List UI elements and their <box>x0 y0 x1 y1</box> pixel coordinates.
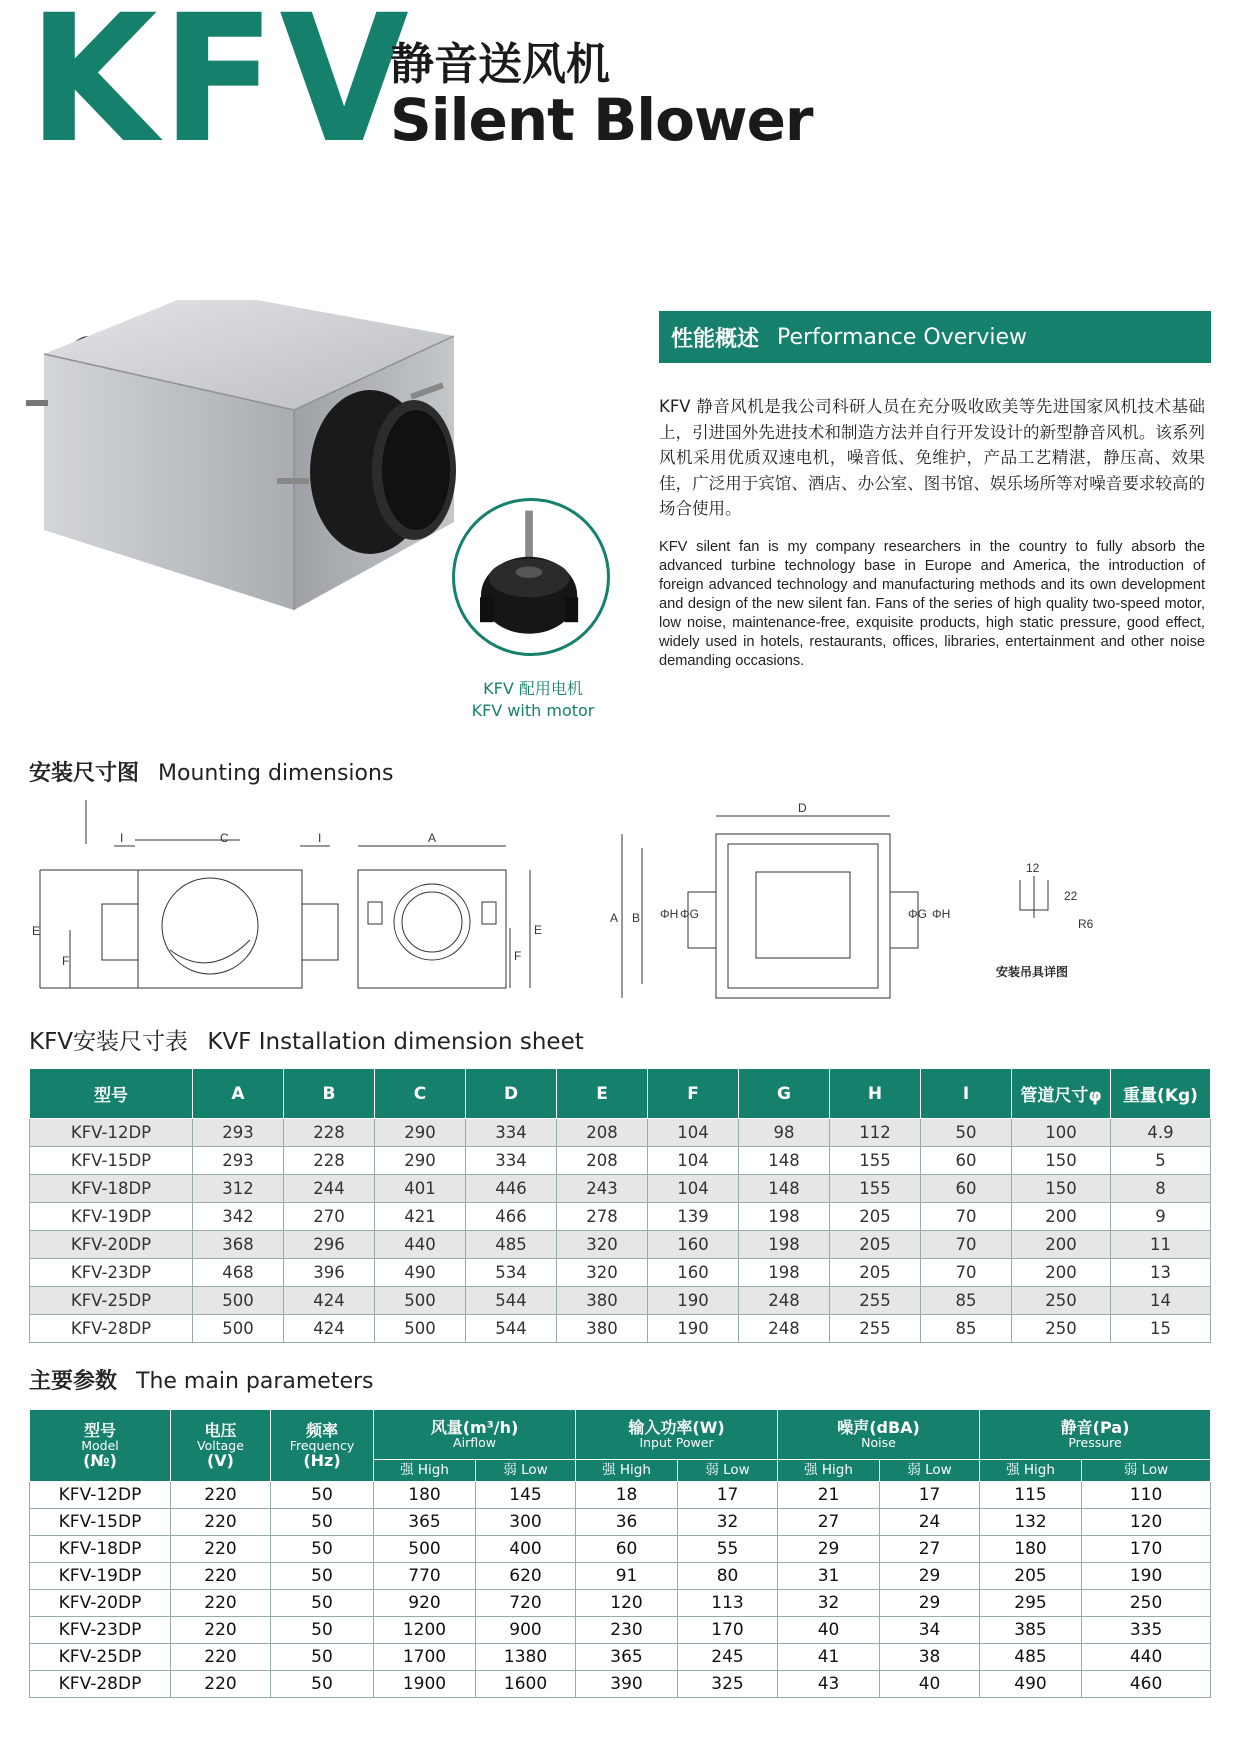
table-row <box>30 1617 1211 1644</box>
table-cell: 148 <box>739 1175 830 1203</box>
table-cell: 198 <box>739 1259 830 1287</box>
dim-label-g-1: ΦG <box>680 907 699 921</box>
dim-label-e-1: E <box>32 924 41 938</box>
column-header: 重量(Kg) <box>1111 1069 1211 1119</box>
table-cell: 160 <box>648 1231 739 1259</box>
table-cell: 80 <box>678 1563 778 1590</box>
table-cell: 198 <box>739 1203 830 1231</box>
dim-label-f-1: F <box>62 954 70 968</box>
group-header-en: Input Power <box>639 1434 714 1450</box>
motor-image <box>455 501 607 653</box>
table-cell: 335 <box>1082 1617 1211 1644</box>
table-cell: 17 <box>880 1482 980 1509</box>
table-cell: 112 <box>830 1119 921 1147</box>
dimension-table-header <box>30 1069 1211 1119</box>
table-cell: KFV-23DP <box>30 1617 171 1644</box>
table-cell: 250 <box>1082 1590 1211 1617</box>
table-cell: KFV-19DP <box>30 1203 193 1231</box>
table-cell: 255 <box>830 1287 921 1315</box>
table-cell: 290 <box>375 1119 466 1147</box>
dim-label-c: C <box>220 831 229 845</box>
group-header-en: Model <box>81 1438 119 1453</box>
front-view-drawing <box>358 846 530 988</box>
table-row <box>30 1482 1211 1509</box>
table-cell: 255 <box>830 1315 921 1343</box>
table-cell: 50 <box>271 1617 374 1644</box>
performance-title-en: Performance Overview <box>777 324 1027 350</box>
table-cell: 245 <box>678 1644 778 1671</box>
table-cell: 320 <box>557 1259 648 1287</box>
table-cell: 180 <box>980 1536 1082 1563</box>
sub-header-high: 强 High <box>778 1460 880 1482</box>
group-header-unit: (Hz) <box>303 1451 341 1470</box>
table-cell: 500 <box>375 1287 466 1315</box>
table-cell: 60 <box>921 1175 1012 1203</box>
table-cell: 50 <box>271 1671 374 1698</box>
table-cell: 104 <box>648 1147 739 1175</box>
table-cell: 244 <box>284 1175 375 1203</box>
group-header-cn: 频率 <box>305 1421 338 1440</box>
table-cell: 17 <box>678 1482 778 1509</box>
group-header <box>576 1410 778 1460</box>
table-row <box>30 1315 1211 1343</box>
table-row <box>30 1119 1211 1147</box>
table-cell: 385 <box>980 1617 1082 1644</box>
table-cell: 15 <box>1111 1315 1211 1343</box>
table-cell: 208 <box>557 1119 648 1147</box>
table-cell: 27 <box>880 1536 980 1563</box>
table-cell: 400 <box>476 1536 576 1563</box>
table-cell: 50 <box>271 1482 374 1509</box>
table-cell: 220 <box>171 1482 271 1509</box>
group-header-cn: 风量(m³/h) <box>430 1417 519 1437</box>
table-cell: 18 <box>576 1482 678 1509</box>
group-header <box>980 1410 1211 1460</box>
table-cell: KFV-15DP <box>30 1147 193 1175</box>
group-header <box>778 1410 980 1460</box>
table-cell: 365 <box>576 1644 678 1671</box>
table-cell: KFV-28DP <box>30 1315 193 1343</box>
column-header: I <box>921 1069 1012 1119</box>
product-title-en: Silent Blower <box>390 86 813 154</box>
table-cell: 228 <box>284 1119 375 1147</box>
table-cell: 248 <box>739 1315 830 1343</box>
table-cell: 70 <box>921 1203 1012 1231</box>
table-cell: 50 <box>271 1563 374 1590</box>
table-cell: 104 <box>648 1175 739 1203</box>
dim-label-h-1: ΦH <box>660 907 679 921</box>
sub-header-high: 强 High <box>980 1460 1082 1482</box>
table-row <box>30 1671 1211 1698</box>
table-cell: 208 <box>557 1147 648 1175</box>
sub-header-low: 弱 Low <box>476 1460 576 1482</box>
group-header-en: Noise <box>861 1434 896 1450</box>
parameters-table <box>29 1409 1211 1698</box>
table-cell: 41 <box>778 1644 880 1671</box>
product-image <box>22 300 492 620</box>
table-cell: 150 <box>1012 1147 1111 1175</box>
table-cell: 230 <box>576 1617 678 1644</box>
column-header: B <box>284 1069 375 1119</box>
group-header-cn: 噪声(dBA) <box>837 1417 920 1437</box>
table-cell: 21 <box>778 1482 880 1509</box>
mounting-title-en: Mounting dimensions <box>158 761 394 786</box>
parameters-table-body <box>30 1482 1211 1698</box>
group-header <box>374 1410 576 1460</box>
parameters-table-header <box>30 1410 1211 1482</box>
table-row <box>30 1590 1211 1617</box>
table-cell: 250 <box>1012 1315 1111 1343</box>
table-row <box>30 1231 1211 1259</box>
table-cell: KFV-19DP <box>30 1563 171 1590</box>
table-cell: 200 <box>1012 1259 1111 1287</box>
table-cell: 115 <box>980 1482 1082 1509</box>
table-cell: 421 <box>375 1203 466 1231</box>
dim-label-a-2: A <box>610 911 619 925</box>
group-header-en: Pressure <box>1068 1434 1122 1450</box>
dimension-table-body <box>30 1119 1211 1343</box>
table-cell: KFV-25DP <box>30 1287 193 1315</box>
dim-label-b: B <box>632 911 641 925</box>
table-cell: 5 <box>1111 1147 1211 1175</box>
table-cell: 43 <box>778 1671 880 1698</box>
table-cell: 544 <box>466 1287 557 1315</box>
table-cell: 534 <box>466 1259 557 1287</box>
table-row <box>30 1287 1211 1315</box>
mounting-drawings <box>30 800 1210 1015</box>
table-cell: 500 <box>193 1287 284 1315</box>
table-cell: 220 <box>171 1644 271 1671</box>
table-cell: 440 <box>1082 1644 1211 1671</box>
table-cell: 60 <box>576 1536 678 1563</box>
params-title <box>29 1364 374 1395</box>
motor-caption <box>448 678 618 722</box>
group-header-cn: 输入功率(W) <box>628 1417 725 1437</box>
table-cell: 190 <box>648 1287 739 1315</box>
table-cell: 205 <box>830 1231 921 1259</box>
table-cell: 100 <box>1012 1119 1111 1147</box>
table-cell: 155 <box>830 1147 921 1175</box>
table-cell: 32 <box>678 1509 778 1536</box>
table-cell: 220 <box>171 1563 271 1590</box>
group-header-unit: (V) <box>206 1451 234 1470</box>
dim-label-g-2: ΦG <box>908 907 927 921</box>
table-cell: KFV-23DP <box>30 1259 193 1287</box>
sub-header-low: 弱 Low <box>1082 1460 1211 1482</box>
table-cell: 500 <box>374 1536 476 1563</box>
table-cell: 293 <box>193 1119 284 1147</box>
table-cell: 468 <box>193 1259 284 1287</box>
table-cell: KFV-20DP <box>30 1231 193 1259</box>
table-cell: 424 <box>284 1315 375 1343</box>
table-cell: 91 <box>576 1563 678 1590</box>
table-cell: 466 <box>466 1203 557 1231</box>
table-cell: 320 <box>557 1231 648 1259</box>
sub-header-high: 强 High <box>576 1460 678 1482</box>
table-cell: 104 <box>648 1119 739 1147</box>
table-cell: 342 <box>193 1203 284 1231</box>
params-title-cn: 主要参数 <box>29 1369 118 1394</box>
table-cell: 325 <box>678 1671 778 1698</box>
table-cell: 29 <box>778 1536 880 1563</box>
params-title-en: The main parameters <box>136 1369 374 1394</box>
table-cell: 85 <box>921 1315 1012 1343</box>
table-cell: 390 <box>576 1671 678 1698</box>
table-cell: 1380 <box>476 1644 576 1671</box>
table-cell: 145 <box>476 1482 576 1509</box>
group-header-unit: (№) <box>83 1451 117 1470</box>
dim-label-e-2: E <box>534 923 543 937</box>
table-cell: 440 <box>375 1231 466 1259</box>
group-header-cn: 型号 <box>83 1421 116 1440</box>
table-cell: 365 <box>374 1509 476 1536</box>
table-cell: 55 <box>678 1536 778 1563</box>
group-header-cn: 电压 <box>204 1421 237 1440</box>
table-cell: 139 <box>648 1203 739 1231</box>
mounting-title-cn: 安装尺寸图 <box>29 761 140 786</box>
group-header <box>30 1410 171 1482</box>
table-cell: 150 <box>1012 1175 1111 1203</box>
table-cell: 200 <box>1012 1231 1111 1259</box>
motor-inset <box>452 498 610 656</box>
table-cell: 50 <box>921 1119 1012 1147</box>
table-cell: 155 <box>830 1175 921 1203</box>
table-cell: KFV-28DP <box>30 1671 171 1698</box>
table-cell: 380 <box>557 1315 648 1343</box>
table-cell: 500 <box>193 1315 284 1343</box>
performance-text-en: KFV silent fan is my company researchers in the country to fully absorb the advanced turbine technology base in Europe and America, the introduction of foreign advanced technology and manufacturing methods and its own development and design of the new silent fan. Fans of the series of high quality two-speed motor, low noise, maintenance-free, exquisite products, high static pressure, good effect, widely used in hotels, restaurants, offices, libraries, entertainment and other noise demanding occasions. <box>659 539 1205 669</box>
table-cell: 132 <box>980 1509 1082 1536</box>
table-cell: 300 <box>476 1509 576 1536</box>
table-cell: 9 <box>1111 1203 1211 1231</box>
table-cell: 401 <box>375 1175 466 1203</box>
table-cell: 29 <box>880 1590 980 1617</box>
product-title-cn: 静音送风机 <box>390 39 610 90</box>
table-cell: 4.9 <box>1111 1119 1211 1147</box>
table-cell: 198 <box>739 1231 830 1259</box>
column-header: G <box>739 1069 830 1119</box>
group-header <box>271 1410 374 1482</box>
column-header: E <box>557 1069 648 1119</box>
dim-label-h-2: ΦH <box>932 907 951 921</box>
dim-label-i-1: I <box>120 831 124 845</box>
table-cell: 200 <box>1012 1203 1111 1231</box>
table-cell: 85 <box>921 1287 1012 1315</box>
dim-label-a-1: A <box>428 831 437 845</box>
dim-label-d: D <box>798 801 807 815</box>
table-cell: 220 <box>171 1590 271 1617</box>
column-header: A <box>193 1069 284 1119</box>
table-cell: 396 <box>284 1259 375 1287</box>
table-cell: 490 <box>375 1259 466 1287</box>
table-cell: 50 <box>271 1536 374 1563</box>
group-header-en: Airflow <box>453 1434 496 1450</box>
table-cell: 368 <box>193 1231 284 1259</box>
table-cell: 446 <box>466 1175 557 1203</box>
performance-header <box>659 311 1211 363</box>
table-cell: 13 <box>1111 1259 1211 1287</box>
table-cell: 190 <box>648 1315 739 1343</box>
table-cell: 380 <box>557 1287 648 1315</box>
table-cell: 205 <box>980 1563 1082 1590</box>
table-cell: 120 <box>576 1590 678 1617</box>
motor-caption-cn: KFV 配用电机 <box>483 679 583 698</box>
table-cell: 170 <box>678 1617 778 1644</box>
table-row <box>30 1509 1211 1536</box>
motor-caption-en: KFV with motor <box>471 701 595 720</box>
group-header <box>171 1410 271 1482</box>
table-cell: KFV-25DP <box>30 1644 171 1671</box>
brand-logo: KFV <box>28 0 413 182</box>
table-cell: 50 <box>271 1590 374 1617</box>
group-header-en: Frequency <box>289 1438 355 1453</box>
table-cell: 424 <box>284 1287 375 1315</box>
table-cell: 40 <box>880 1671 980 1698</box>
table-cell: 1200 <box>374 1617 476 1644</box>
dimension-table <box>29 1068 1211 1343</box>
table-cell: 243 <box>557 1175 648 1203</box>
table-cell: 220 <box>171 1671 271 1698</box>
sub-header-low: 弱 Low <box>880 1460 980 1482</box>
table-cell: 485 <box>980 1644 1082 1671</box>
table-cell: 180 <box>374 1482 476 1509</box>
dim-label-f-2: F <box>514 949 522 963</box>
table-cell: KFV-15DP <box>30 1509 171 1536</box>
table-cell: 334 <box>466 1147 557 1175</box>
table-cell: 900 <box>476 1617 576 1644</box>
table-cell: 220 <box>171 1617 271 1644</box>
table-cell: 490 <box>980 1671 1082 1698</box>
table-cell: KFV-12DP <box>30 1482 171 1509</box>
table-cell: 120 <box>1082 1509 1211 1536</box>
table-cell: 278 <box>557 1203 648 1231</box>
table-cell: 205 <box>830 1203 921 1231</box>
table-cell: 110 <box>1082 1482 1211 1509</box>
column-header: C <box>375 1069 466 1119</box>
table-row <box>30 1644 1211 1671</box>
table-cell: 290 <box>375 1147 466 1175</box>
table-cell: 98 <box>739 1119 830 1147</box>
side-view-drawing <box>40 800 338 988</box>
table-cell: 170 <box>1082 1536 1211 1563</box>
table-cell: 27 <box>778 1509 880 1536</box>
table-cell: 312 <box>193 1175 284 1203</box>
table-row <box>30 1203 1211 1231</box>
table-cell: 32 <box>778 1590 880 1617</box>
dim-label-22: 22 <box>1064 889 1078 903</box>
table-cell: 50 <box>271 1644 374 1671</box>
table-cell: 1700 <box>374 1644 476 1671</box>
table-cell: KFV-20DP <box>30 1590 171 1617</box>
table-cell: 1900 <box>374 1671 476 1698</box>
dim-label-i-2: I <box>318 831 322 845</box>
mounting-title <box>29 756 393 787</box>
table-cell: 248 <box>739 1287 830 1315</box>
table-cell: 250 <box>1012 1287 1111 1315</box>
table-cell: 500 <box>375 1315 466 1343</box>
sub-header-high: 强 High <box>374 1460 476 1482</box>
table-row <box>30 1147 1211 1175</box>
hanger-detail-label: 安装吊具详图 <box>996 965 1069 979</box>
column-header: F <box>648 1069 739 1119</box>
table-cell: 620 <box>476 1563 576 1590</box>
table-row <box>30 1563 1211 1590</box>
table-cell: 148 <box>739 1147 830 1175</box>
table-cell: 40 <box>778 1617 880 1644</box>
table-cell: 38 <box>880 1644 980 1671</box>
table-cell: 334 <box>466 1119 557 1147</box>
table-cell: 190 <box>1082 1563 1211 1590</box>
table-cell: 70 <box>921 1231 1012 1259</box>
column-header: H <box>830 1069 921 1119</box>
table-cell: 920 <box>374 1590 476 1617</box>
table-cell: 11 <box>1111 1231 1211 1259</box>
performance-text-cn: KFV 静音风机是我公司科研人员在充分吸收欧美等先进国家风机技术基础上，引进国外先进技术和制造方法并自行开发设计的新型静音风机。该系列风机采用优质双速电机，噪音低、免维护，产品工艺精湛，静压高、效果佳，广泛用于宾馆、酒店、办公室、图书馆、娱乐场所等对噪音要求较高的场合使用。 <box>659 397 1205 518</box>
table-cell: 50 <box>271 1509 374 1536</box>
performance-title-cn: 性能概述 <box>671 326 760 352</box>
dim-label-r6: R6 <box>1078 917 1094 931</box>
table-row <box>30 1175 1211 1203</box>
table-cell: KFV-12DP <box>30 1119 193 1147</box>
table-cell: 34 <box>880 1617 980 1644</box>
table-cell: 29 <box>880 1563 980 1590</box>
column-header: D <box>466 1069 557 1119</box>
column-header: 型号 <box>30 1069 193 1119</box>
table-row <box>30 1259 1211 1287</box>
table-cell: 544 <box>466 1315 557 1343</box>
dim-sheet-title-cn: KFV安装尺寸表 <box>29 1029 189 1055</box>
table-cell: 485 <box>466 1231 557 1259</box>
sub-header-low: 弱 Low <box>678 1460 778 1482</box>
table-cell: 60 <box>921 1147 1012 1175</box>
table-cell: KFV-18DP <box>30 1536 171 1563</box>
dim-sheet-title <box>29 1023 584 1056</box>
dim-sheet-title-en: KVF Installation dimension sheet <box>207 1029 584 1055</box>
table-cell: 160 <box>648 1259 739 1287</box>
table-cell: 8 <box>1111 1175 1211 1203</box>
header-row-groups <box>30 1410 1211 1460</box>
group-header-en: Voltage <box>197 1438 244 1453</box>
table-cell: 70 <box>921 1259 1012 1287</box>
table-cell: 24 <box>880 1509 980 1536</box>
table-cell: 270 <box>284 1203 375 1231</box>
hanger-detail-drawing <box>1020 876 1048 918</box>
table-cell: 720 <box>476 1590 576 1617</box>
dim-label-12: 12 <box>1026 861 1040 875</box>
table-cell: KFV-18DP <box>30 1175 193 1203</box>
table-cell: 293 <box>193 1147 284 1175</box>
table-row <box>30 1536 1211 1563</box>
group-header-cn: 静音(Pa) <box>1060 1417 1130 1437</box>
table-cell: 31 <box>778 1563 880 1590</box>
table-cell: 1600 <box>476 1671 576 1698</box>
table-cell: 14 <box>1111 1287 1211 1315</box>
table-cell: 36 <box>576 1509 678 1536</box>
table-cell: 220 <box>171 1509 271 1536</box>
table-cell: 770 <box>374 1563 476 1590</box>
column-header: 管道尺寸φ <box>1012 1069 1111 1119</box>
table-cell: 295 <box>980 1590 1082 1617</box>
table-cell: 113 <box>678 1590 778 1617</box>
table-cell: 460 <box>1082 1671 1211 1698</box>
table-cell: 205 <box>830 1259 921 1287</box>
table-cell: 296 <box>284 1231 375 1259</box>
table-cell: 228 <box>284 1147 375 1175</box>
table-cell: 220 <box>171 1536 271 1563</box>
